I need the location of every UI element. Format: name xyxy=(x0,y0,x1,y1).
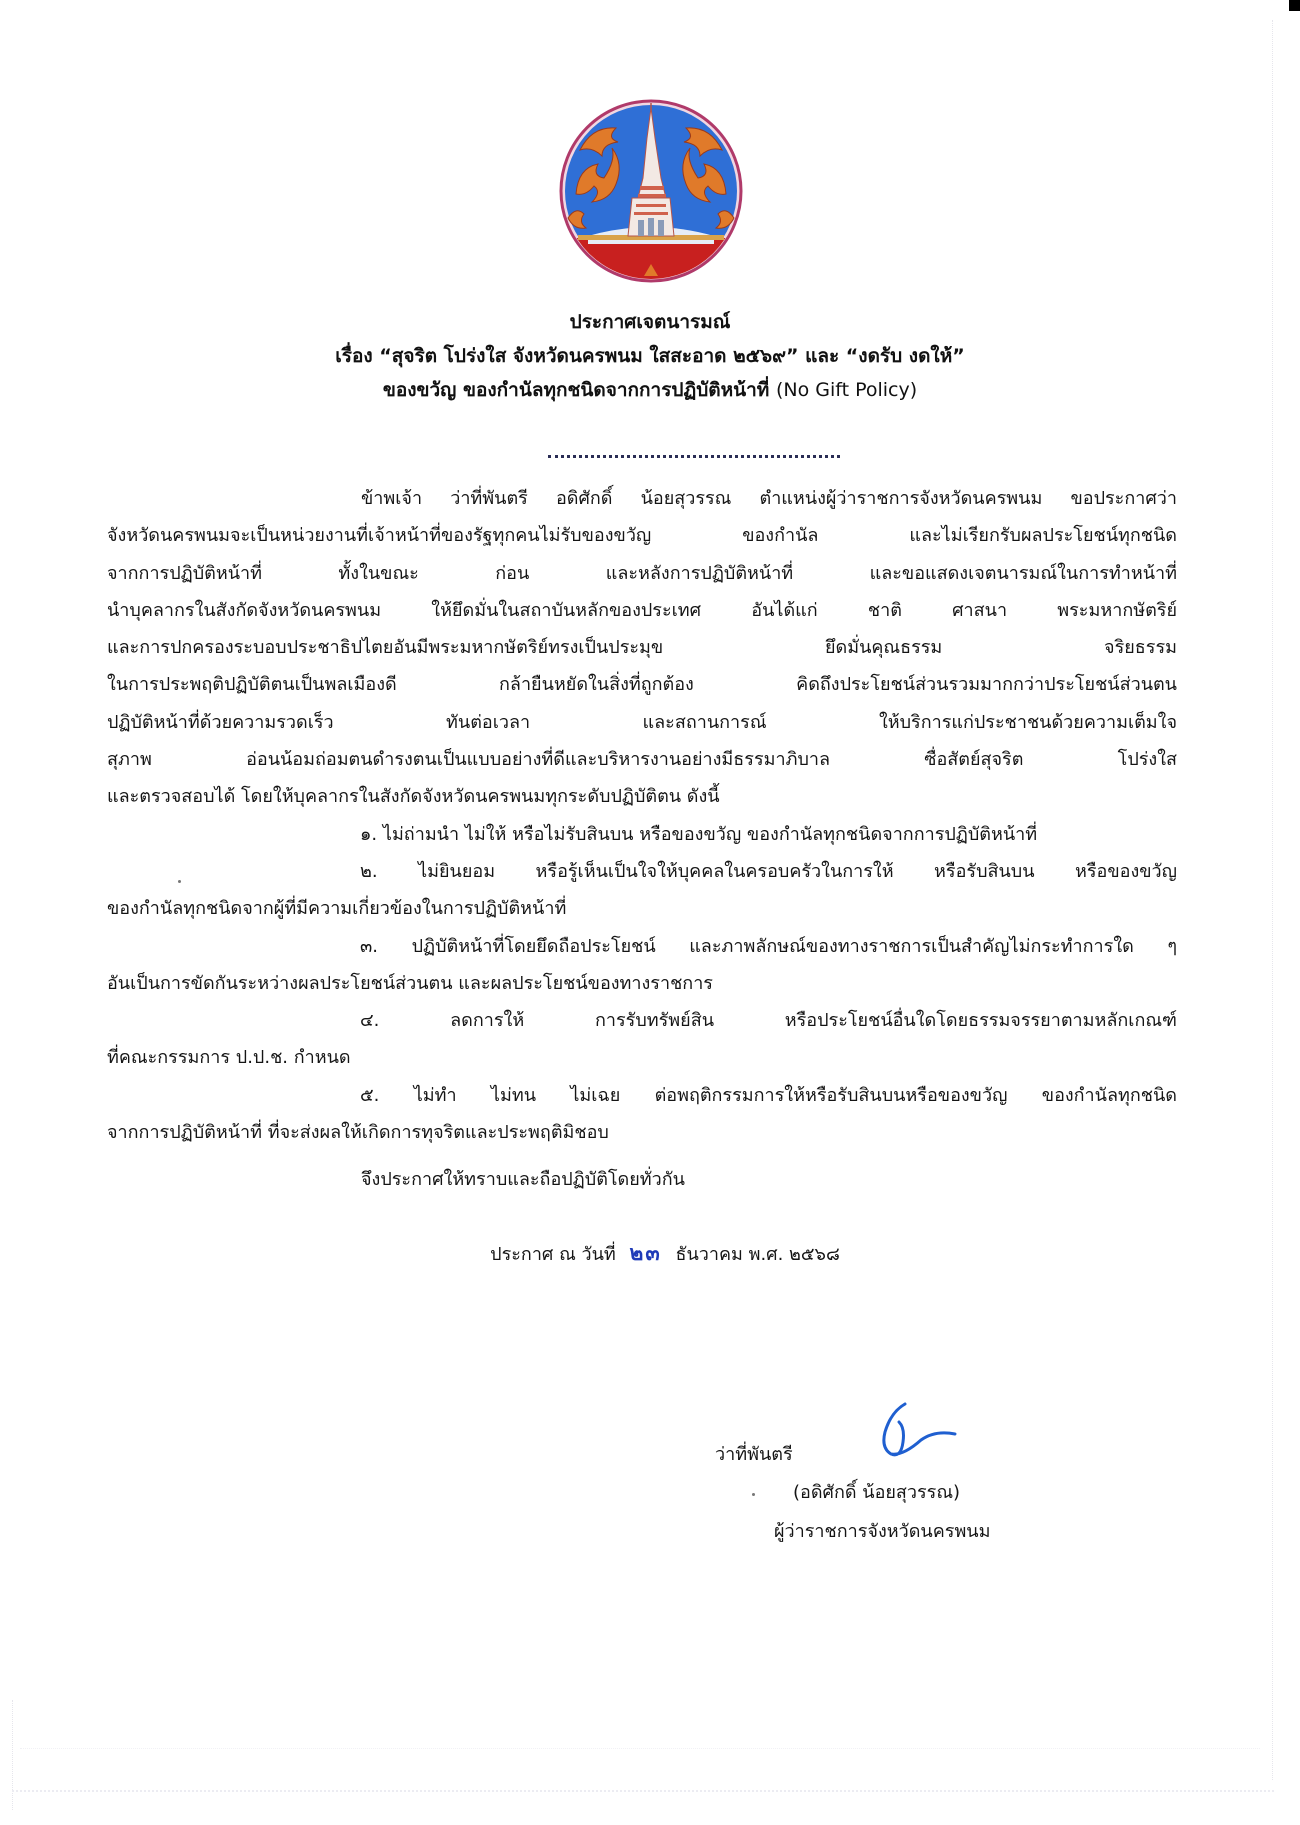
list-item-text: ไม่ยินยอม หรือรู้เห็นเป็นใจให้บุคคลในครอบครัวในการให้ หรือรับสินบน หรือของขวัญ xyxy=(418,860,1177,882)
subject-line-2-thai: ของขวัญ ของกำนัลทุกชนิดจากการปฏิบัติหน้าที่ xyxy=(382,379,770,401)
closing-statement: จึงประกาศให้ทราบและถือปฏิบัติโดยทั่วกัน xyxy=(361,1169,685,1191)
scan-edge-right xyxy=(1272,20,1273,1780)
body-intro-line: ในการประพฤติปฏิบัติตนเป็นพลเมืองดี กล้ายืนหยัดในสิ่งที่ถูกต้อง คิดถึงประโยชน์ส่วนรวมมากกว่าประโยชน์ส่วนตน xyxy=(107,674,1177,696)
signatory-name: (อดิศักดิ์ น้อยสุวรรณ) xyxy=(793,1482,961,1503)
announcement-date xyxy=(0,1238,1300,1270)
date-prefix: ประกาศ ณ วันที่ xyxy=(490,1244,616,1265)
list-item-text: ไม่ถ่ามนำ ไม่ให้ หรือไม่รับสินบน หรือของขวัญ ของกำนัลทุกชนิดจากการปฏิบัติหน้าที่ xyxy=(382,823,1038,845)
nakhon-phanom-provincial-seal-icon xyxy=(558,98,744,284)
scan-corner-mark xyxy=(1289,0,1300,11)
scan-edge-left xyxy=(12,1700,13,1810)
announcement-heading: ประกาศเจตนารมณ์ xyxy=(569,311,731,333)
list-item-text: ปฏิบัติหน้าที่โดยยึดถือประโยชน์ และภาพลักษณ์ของทางราชการเป็นสำคัญไม่กระทำการใด ๆ xyxy=(411,935,1177,957)
list-item-4 xyxy=(107,1002,1177,1039)
scan-edge-bottom xyxy=(12,1790,1274,1792)
scan-speck xyxy=(178,880,181,883)
body-intro-line: และการปกครองระบอบประชาธิปไตยอันมีพระมหากษัตริย์ทรงเป็นประมุข ยึดมั่นคุณธรรม จริยธรรม xyxy=(107,637,1177,659)
announcement-title-block xyxy=(0,305,1300,407)
body-intro-line: และตรวจสอบได้ โดยให้บุคลากรในสังกัดจังหวัดนครพนมทุกระดับปฏิบัติตน ดังนี้ xyxy=(107,786,720,808)
body-intro-line: จังหวัดนครพนมจะเป็นหน่วยงานที่เจ้าหน้าที่ของรัฐทุกคนไม่รับของขวัญ ของกำนัล และไม่เรียกรับผลประโยชน์ทุกชนิด xyxy=(107,525,1177,547)
date-month-year: ธันวาคม พ.ศ. ๒๕๖๘ xyxy=(675,1244,840,1265)
body-intro-line: นำบุคลากรในสังกัดจังหวัดนครพนม ให้ยึดมั่นในสถาบันหลักของประเทศ อันได้แก่ ชาติ ศาสนา พระมหากษัตริย์ xyxy=(107,599,1177,621)
body-intro-line: ปฏิบัติหน้าที่ด้วยความรวดเร็ว ทันต่อเวลา และสถานการณ์ ให้บริการแก่ประชาชนด้วยความเต็มใจ xyxy=(107,711,1177,733)
list-item-3-continuation: อันเป็นการขัดกันระหว่างผลประโยชน์ส่วนตน และผลประโยชน์ของทางราชการ xyxy=(107,972,713,994)
list-item-2 xyxy=(107,853,1177,890)
subject-line-2-english: (No Gift Policy) xyxy=(775,379,918,401)
list-item-2-continuation: ของกำนัลทุกชนิดจากผู้ที่มีความเกี่ยวข้องในการปฏิบัติหน้าที่ xyxy=(107,898,567,920)
body-intro-line: สุภาพ อ่อนน้อมถ่อมตนดำรงตนเป็นแบบอย่างที่ดีและบริหารงานอย่างมีธรรมาภิบาล ซื่อสัตย์สุจริต โปร่งใส xyxy=(107,749,1177,771)
list-item-number: ๓. xyxy=(360,935,379,957)
date-day-handwritten: ๒๓ xyxy=(629,1241,662,1265)
signatory-position: ผู้ว่าราชการจังหวัดนครพนม xyxy=(774,1521,991,1542)
body-intro-line: จากการปฏิบัติหน้าที่ ทั้งในขณะ ก่อน และหลังการปฏิบัติหน้าที่ และขอแสดงเจตนารมณ์ในการทำหน้าที่ xyxy=(107,562,1177,584)
list-item-1 xyxy=(107,816,1177,853)
list-item-text: ไม่ทำ ไม่ทน ไม่เฉย ต่อพฤติกรรมการให้หรือรับสินบนหรือของขวัญ ของกำนัลทุกชนิด xyxy=(413,1084,1177,1106)
handwritten-signature-icon xyxy=(873,1398,963,1470)
scan-speck xyxy=(752,1493,755,1496)
signatory-rank: ว่าที่พันตรี xyxy=(715,1444,793,1465)
list-item-number: ๑. xyxy=(360,823,378,845)
list-item-text: ลดการให้ การรับทรัพย์สิน หรือประโยชน์อื่นใดโดยธรรมจรรยาตามหลักเกณฑ์ xyxy=(450,1010,1177,1032)
list-item-4-continuation: ที่คณะกรรมการ ป.ป.ช. กำหนด xyxy=(107,1047,351,1069)
scan-noise-line xyxy=(20,1748,1260,1749)
body-intro-line: ข้าพเจ้า ว่าที่พันตรี อดิศักดิ์ น้อยสุวรรณ ตำแหน่งผู้ว่าราชการจังหวัดนครพนม ขอประกาศว่า xyxy=(361,488,1177,509)
dotted-separator xyxy=(548,452,840,458)
list-item-3 xyxy=(107,928,1177,965)
announcement-subject-line-2 xyxy=(0,373,1300,407)
list-item-5 xyxy=(107,1077,1177,1114)
list-item-5-continuation: จากการปฏิบัติหน้าที่ ที่จะส่งผลให้เกิดการทุจริตและประพฤติมิชอบ xyxy=(107,1122,609,1144)
list-item-number: ๒. xyxy=(360,860,378,882)
list-item-number: ๔. xyxy=(360,1010,380,1032)
announcement-subject-line-1: เรื่อง “สุจริต โปร่งใส จังหวัดนครพนม ใสสะอาด ๒๕๖๙” และ “งดรับ งดให้” xyxy=(335,345,965,367)
list-item-number: ๕. xyxy=(360,1084,380,1106)
announcement-body xyxy=(107,480,1177,1199)
